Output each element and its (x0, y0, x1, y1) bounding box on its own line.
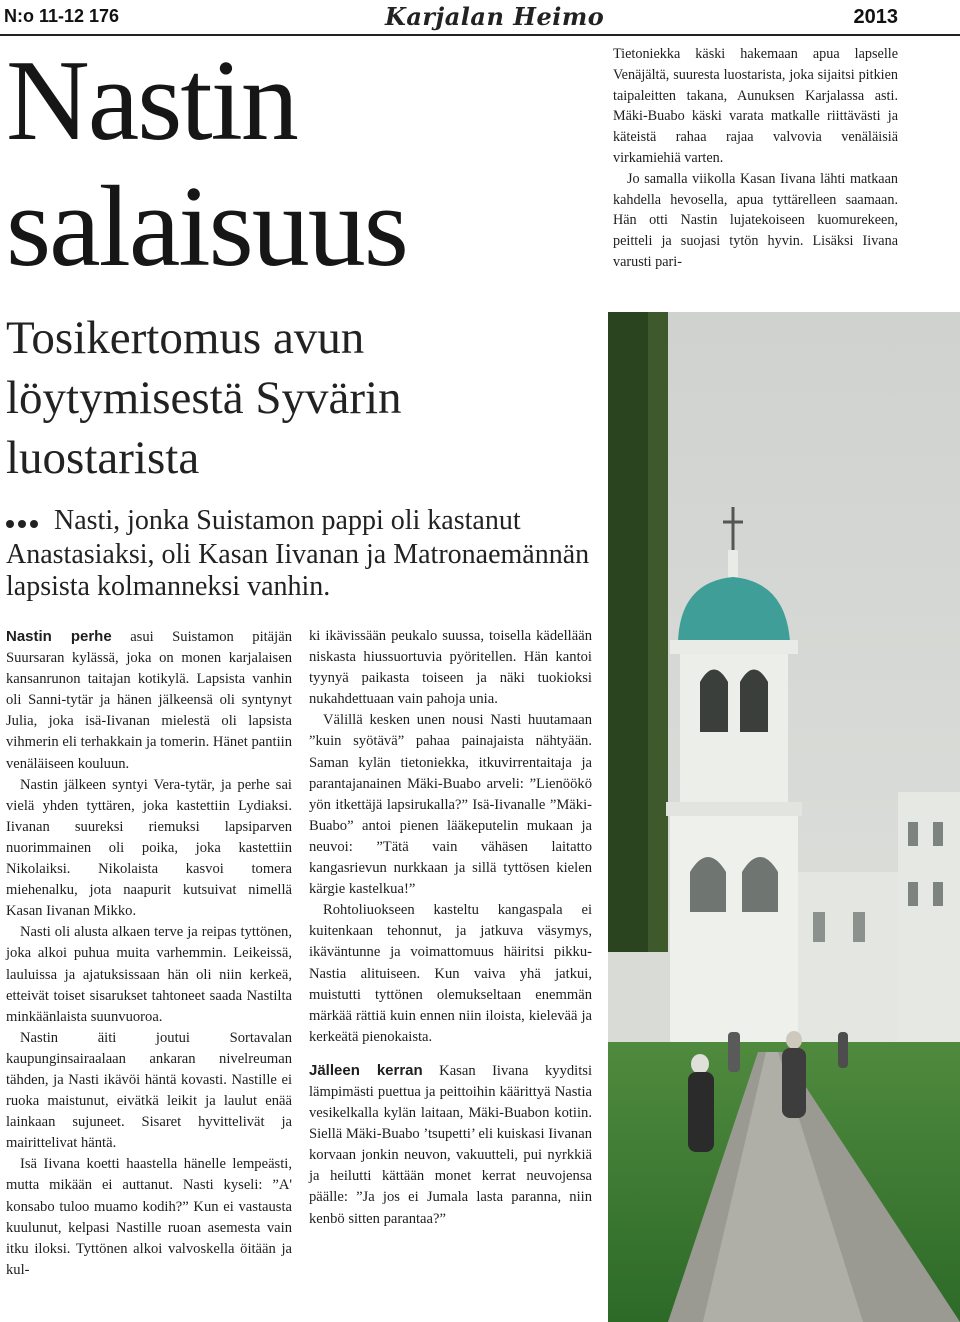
lead-in: Nastin perhe (6, 628, 112, 645)
lead-in: Jälleen kerran (309, 1061, 423, 1079)
text-column-3 (613, 44, 898, 273)
paragraph: Isä Iivana koetti haastella hänelle lempeästi, mutta mikään ei auttanut. Nasti kyseli: ”A' konsabo tuloo muamo kodih?” Kun ei vastausta kuulunut, kelpasi Nastille ruoan asemesta vain itku iloksi. Tyttönen alkoi valvoskella öitään ja kul- (6, 1156, 292, 1278)
paragraph: Nastin jälkeen syntyi Vera-tytär, ja perhe sai vielä yhden tyttären, joka kastettiin Lydiaksi. Iivanan suureksi riemuksi lapsiparven nuorimmainen oli poika, joka kastettiin Nikolaiksi. Nikolaista kasvoi tomera miehenalku, jota naapurit kutsuivat nimellä Kasan Iivanan Mikko. (6, 776, 292, 920)
paragraph: Jo samalla viikolla Kasan Iivana lähti matkaan kahdella hevosella, apua tyttärelleen saamaan. Hän otti Nastin lujatekoiseen kuomurekeen, peitteli ja suojasi tytön hyvin. Lisäksi Iivana varusti pari- (613, 170, 898, 270)
paragraph: Nastin äiti joutui Sortavalan kaupunginsairaalaan ankaran nivelreuman tähden, ja Nasti ikävöi häntä kovasti. Nastille ei ruoka maistunut, eivätkä leikit ja laulut enää lainkaan sujuneet. Sisaret hyvittelivät ja mairittelivat häntä. (6, 1029, 292, 1152)
paragraph (309, 1060, 592, 1230)
header-rule (0, 34, 960, 36)
subtitle-line: Tosikertomus avun (6, 312, 365, 364)
paragraph: Tietoniekka käski hakemaan apua lapselle Venäjältä, suuresta luostarista, joka sijaitsi pitkien taipaleitten takana, Aunuksen Karjalassa asti. Mäki-Buabo käski varata matkalle riittävästi ja käteistä rahaa rajaa valvovia venäläisiä virkamiehiä varten. (613, 46, 898, 166)
subtitle-line: luostarista (6, 432, 200, 484)
subtitle-line: löytymisestä Syvärin (6, 372, 402, 424)
text-column-2 (309, 626, 592, 1230)
paragraph: ki ikävissään peukalo suussa, toisella kädellään niskasta hiussuortuvia pyöritellen. Hän kantoi tyynyä paikasta toiseen ja näki tuokioksi nukahdettuaan vain pahoja unia. (309, 628, 592, 708)
text-column-1 (6, 626, 292, 1281)
paragraph: Rohtoliuokseen kasteltu kangaspala ei kuitenkaan tehonnut, ja jatkuva väsymys, ikäväntunne ja voimattomuus häiritsi pikku-Nastia alituiseen. Kun vaiva yhä jatkui, muistutti tyttönen olemukseltaan enemmän märkää rättiä kuin ennen niin iloista, kielevää ja kerkeätä pienokaista. (309, 902, 592, 1045)
paragraph-text: asui Suistamon pitäjän Suursaran kylässä, joka on monen karjalaisen kansanrunon taitajan kotikylä. Lapsista vanhin oli Sanni-tytär ja hänen jälkeensä oli syntynyt Julia, joka isä-Iivanan mielestä oli lapsista vihmerin eli terhakkain ja tomerin. Hänet pantiin venäläiseen kouluun. (6, 629, 292, 772)
title-line: Nastin (6, 37, 297, 165)
paragraph: Välillä kesken unen nousi Nasti huutamaan ”kuin syötävä” pahaa painajaista nähtyään. Saman kylän tietoniekka, itkuvirrentaitaja ja parantajanainen Mäki-Buabo arveli: ”Lienöökö yön itkettäjä lapsirukalla?” Isä-Iivanalle ”Mäki-Buabo” antoi pienen lääkeputelin mukaan ja neuvoi: ”Tätä vain vähäsen laitatto kangasrievun nurkkaan ja sillä tyttösen kielen kärgie kastelkua!” (309, 712, 592, 898)
bullet-dots-icon (6, 507, 42, 539)
photo-illustration (608, 312, 960, 1322)
issue-year: 2013 (853, 6, 898, 28)
article-subtitle (6, 308, 606, 488)
article-ingress (6, 505, 616, 603)
monastery-bell-tower-photo (608, 312, 960, 1322)
article-title (6, 38, 606, 290)
paragraph (6, 626, 292, 775)
paragraph: Nasti oli alusta alkaen terve ja reipas tyttönen, joka alkoi puhua muita varhemmin. Leikeissä, lauluissa ja ajatuksissaan hän oli niin kerkeä, etteivät toiset sisarukset tahtoneet saada Nastilta minkäänlaista suunvuoroa. (6, 924, 292, 1025)
ingress-text: Nasti, jonka Suistamon pappi oli kastanut Anastasiaksi, oli Kasan Iivanan ja Matronaemännän lapsista kolmanneksi vanhin. (6, 505, 590, 602)
newspaper-name: Karjalan Heimo (385, 2, 605, 31)
title-line: salaisuus (6, 163, 407, 291)
issue-number: N:o 11-12 176 (4, 6, 120, 26)
paragraph-text: Kasan Iivana kyyditsi lämpimästi puettua ja peittoihin käärittyä Nastia vesikelkalla kylän laitaan, Mäki-Buabon kotiin. Siellä Mäki-Buabo ’tsupetti’ eli kuiskasi Iivanan korvaan jonkin neuvon, vakuutteli, pui nyrkkiä ja heilutti kättään monet kerrat neuvojensa päälle: ”Ja jos ei Jumala lasta paranna, niin kenbö sitten parantaa?” (309, 1062, 593, 1227)
